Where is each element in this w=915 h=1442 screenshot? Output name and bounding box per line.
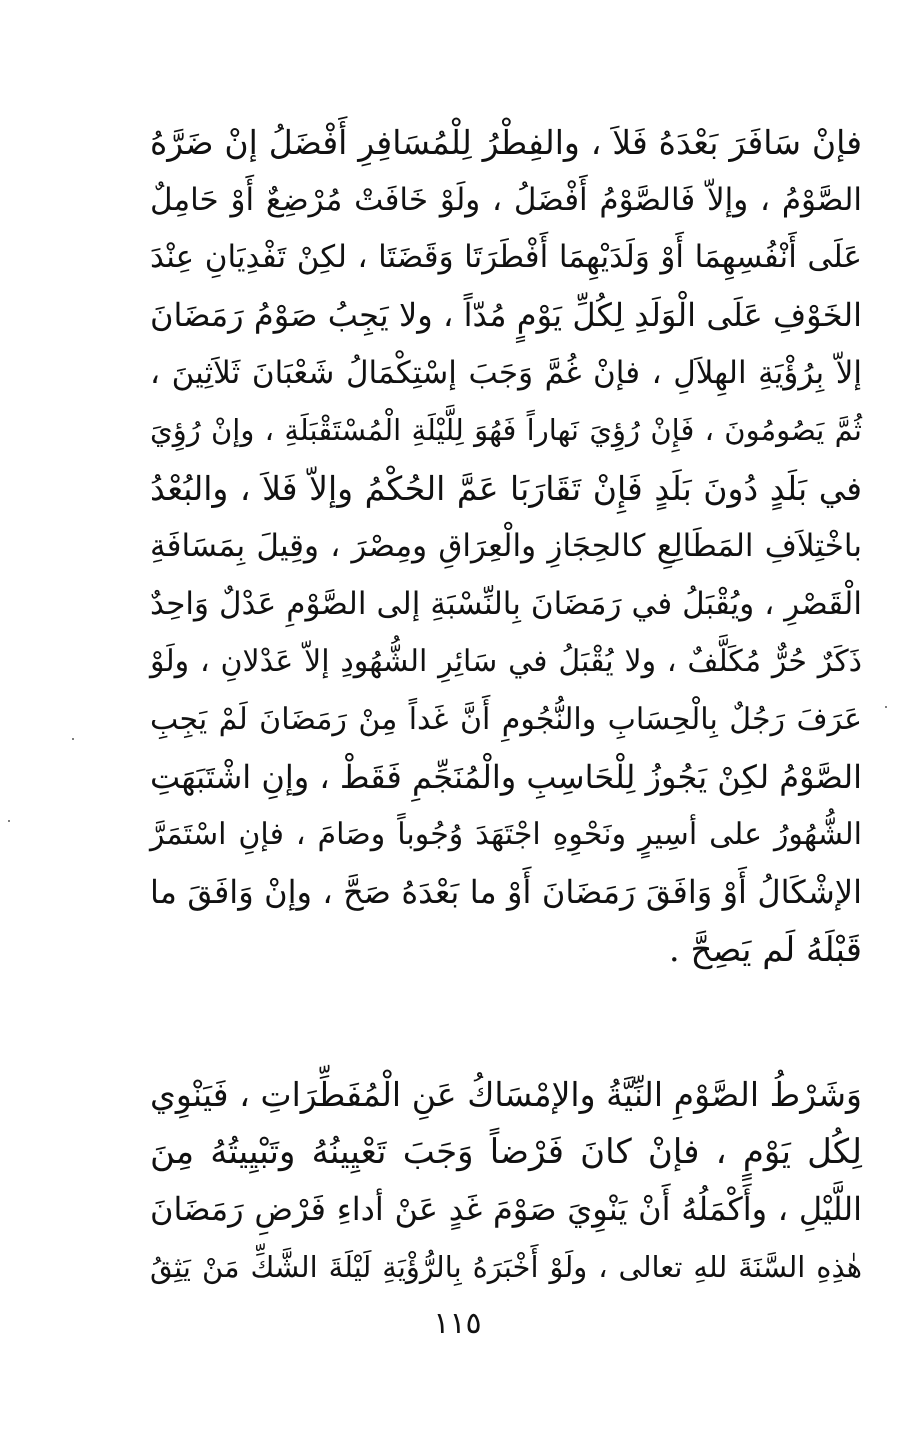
text-line: قَبْلَهُ لَم يَصِحَّ .	[668, 929, 862, 970]
scan-speck	[8, 820, 10, 822]
page-number: ١١٥	[433, 1306, 482, 1341]
text-line: الْقَصْرِ ، ويُقْبَلُ في رَمَضَانَ بِالنِّسْبَةِ إلى الصَّوْمِ عَدْلٌ وَاحِدٌ	[150, 585, 862, 622]
text-line: عَرَفَ رَجُلٌ بِالْحِسَابِ والنُّجُومِ أَنَّ غَداً مِنْ رَمَضَانَ لَمْ يَجِبِ	[150, 701, 862, 737]
text-line: عَلَى أَنْفُسِهِمَا أَوْ وَلَدَيْهِمَا أَفْطَرَتَا وَقَضَتَا ، لكِنْ تَفْدِيَانِ عِنْدَ	[150, 239, 862, 276]
text-line: الصَّوْمُ ، وإلاّ فَالصَّوْمُ أَفْضَلُ ، ولَوْ خَافَتْ مُرْضِعٌ أَوْ حَامِلٌ	[150, 181, 863, 218]
paragraph-fasting-conditions	[150, 1066, 862, 1297]
scan-speck	[885, 706, 887, 708]
text-line: لِكُل يَوْمٍ ، فإنْ كانَ فَرْضاً وَجَبَ تَعْيِينُهُ وتَبْيِيتُهُ مِنَ	[150, 1131, 862, 1172]
text-line: ثُمَّ يَصُومُونَ ، فَإِنْ رُؤِيَ نَهاراً فَهُوَ لِلَّيْلَةِ الْمُسْتَقْبَلَةِ ، وإنْ رُؤِيَ	[150, 413, 862, 448]
text-line: الإشْكَالُ أَوْ وَافَقَ رَمَضَانَ أَوْ ما بَعْدَهُ صَحَّ ، وإنْ وَافَقَ ما	[150, 872, 863, 911]
text-line: في بَلَدٍ دُونَ بَلَدٍ فَإِنْ تَقَارَبَا عَمَّ الحُكْمُ وإلاّ فَلاَ ، والبُعْدُ	[150, 469, 862, 509]
text-line: اللَّيْلِ ، وأَكْمَلُهُ أَنْ يَنْوِيَ صَوْمَ غَدٍ عَنْ أداءِ فَرْضِ رَمَضَانَ	[150, 1190, 862, 1229]
text-line: الخَوْفِ عَلَى الْوَلَدِ لِكُلِّ يَوْمٍ مُدّاً ، ولا يَجِبُ صَوْمُ رَمَضَانَ	[150, 296, 862, 335]
text-line: ذَكَرٌ حُرٌّ مُكَلَّفٌ ، ولا يُقْبَلُ في سَائِرِ الشُّهُودِ إلاّ عَدْلانِ ، ولَوْ	[150, 644, 862, 680]
text-line: فإنْ سَافَرَ بَعْدَهُ فَلاَ ، والفِطْرُ لِلْمُسَافِرِ أَفْضَلُ إنْ ضَرَّهُ	[150, 123, 862, 162]
scan-speck	[72, 738, 74, 740]
text-line: هٰذِهِ السَّنَةَ للهِ تعالى ، ولَوْ أَخْبَرَهُ بِالرُّؤْيَةِ لَيْلَةَ الشَّكِّ مَنْ يَثِقُ	[150, 1250, 862, 1285]
paragraph-fasting-rulings	[150, 114, 862, 979]
text-line: الصَّوْمُ لكِنْ يَجُوزُ لِلْحَاسِبِ والْمُنَجِّمِ فَقَطْ ، وإنِ اشْتَبَهَتِ	[150, 757, 862, 796]
text-line: وَشَرْطُ الصَّوْمِ النِّيَّةُ والإمْسَاكُ عَنِ الْمُفَطِّرَاتِ ، فَيَنْوِي	[150, 1075, 862, 1114]
text-line: الشُّهُورُ على أسِيرٍ ونَحْوِهِ اجْتَهَدَ وُجُوباً وصَامَ ، فإنِ اسْتَمَرَّ	[150, 817, 862, 853]
text-line: إلاّ بِرُؤْيَةِ الهِلاَلِ ، فإنْ غُمَّ وَجَبَ إسْتِكْمَالُ شَعْبَانَ ثَلاَثِينَ ،	[150, 354, 862, 391]
text-line: باخْتِلاَفِ المَطَالِعِ كالحِجَازِ والْعِرَاقِ ومِصْرَ ، وقِيلَ بِمَسَافَةِ	[150, 527, 862, 564]
